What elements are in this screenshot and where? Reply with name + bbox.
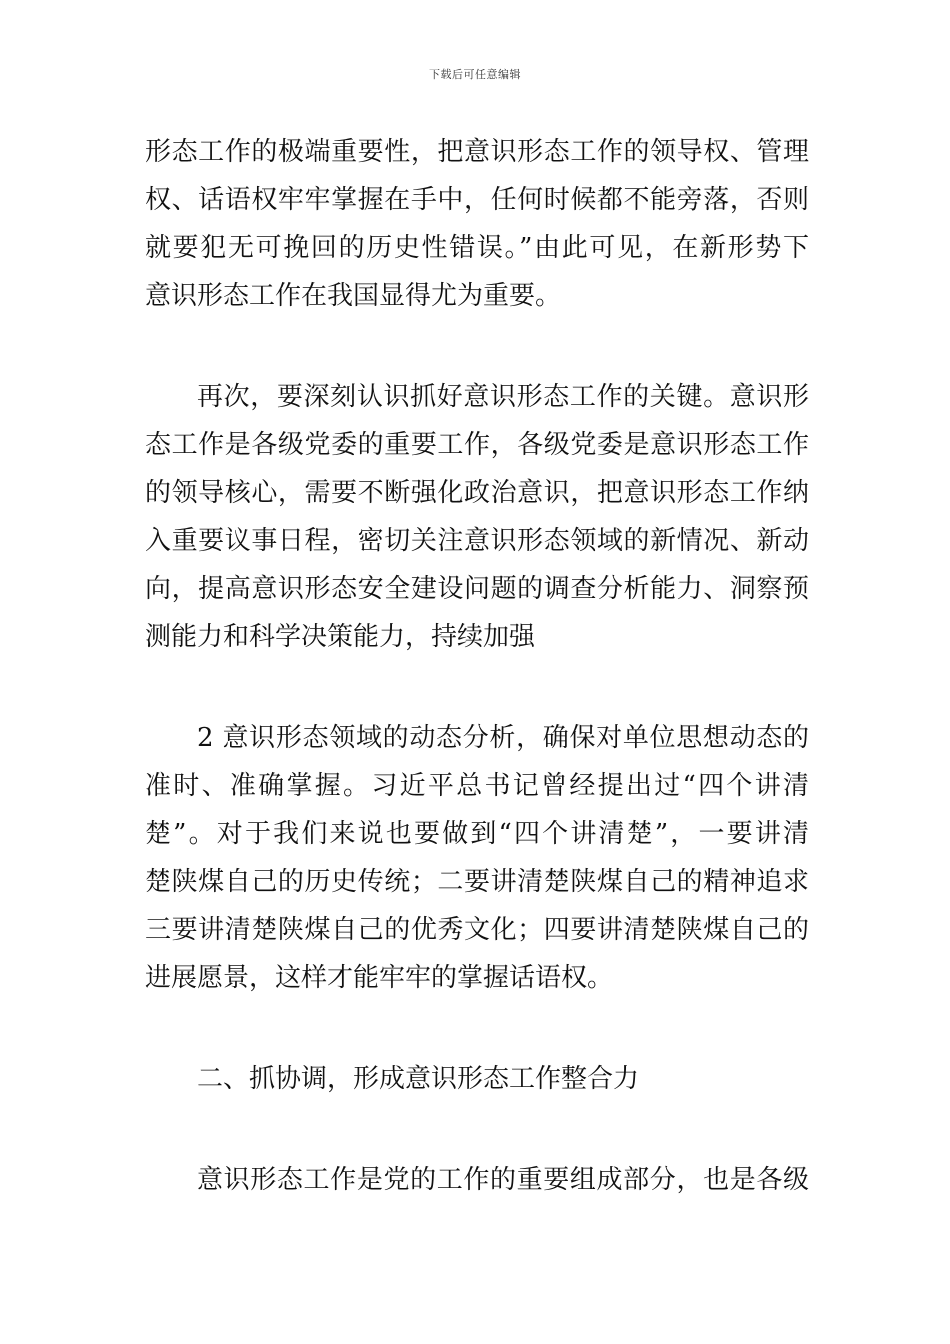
text-line: 进展愿景，这样才能牢牢的掌握话语权。 — [145, 963, 614, 993]
text-line: 三要讲清楚陕煤自己的优秀文化；四要讲清楚陕煤自己的 — [145, 915, 809, 945]
paragraph — [145, 1156, 809, 1204]
paragraph — [145, 128, 809, 320]
text-line: 准时、准确掌握。习近平总书记曾经提出过“四个讲清 — [145, 771, 809, 801]
text-line: 楚陕煤自己的历史传统；二要讲清楚陕煤自己的精神追求 — [145, 867, 809, 897]
text-line: 入重要议事日程，密切关注意识形态领域的新情况、新动 — [145, 526, 809, 556]
text-line: 再次，要深刻认识抓好意识形态工作的关键。意识形 — [197, 382, 809, 412]
paragraph — [145, 714, 809, 1002]
text-line: 意识形态工作是党的工作的重要组成部分，也是各级 — [197, 1165, 809, 1195]
text-line: 意识形态工作在我国显得尤为重要。 — [145, 281, 562, 311]
document-body — [145, 128, 809, 1204]
text-line: 测能力和科学决策能力，持续加强 — [145, 622, 536, 652]
text-line: 2 意识形态领域的动态分析，确保对单位思想动态的 — [197, 723, 809, 753]
text-line: 形态工作的极端重要性，把意识形态工作的领导权、管理 — [145, 137, 809, 167]
text-line: 态工作是各级党委的重要工作，各级党委是意识形态工作 — [145, 430, 809, 460]
text-line: 就要犯无可挽回的历史性错误。”由此可见，在新形势下 — [145, 233, 809, 263]
paragraph — [145, 373, 809, 661]
text-line: 向，提高意识形态安全建设问题的调查分析能力、洞察预 — [145, 574, 809, 604]
text-line: 的领导核心，需要不断强化政治意识，把意识形态工作纳 — [145, 478, 809, 508]
text-line: 楚”。对于我们来说也要做到“四个讲清楚”，一要讲清 — [145, 819, 809, 849]
text-line: 权、话语权牢牢掌握在手中，任何时候都不能旁落，否则 — [145, 185, 809, 215]
page-header: 下载后可任意编辑 — [429, 68, 521, 81]
section-heading — [145, 1055, 809, 1103]
text-line: 二、抓协调，形成意识形态工作整合力 — [197, 1064, 640, 1094]
